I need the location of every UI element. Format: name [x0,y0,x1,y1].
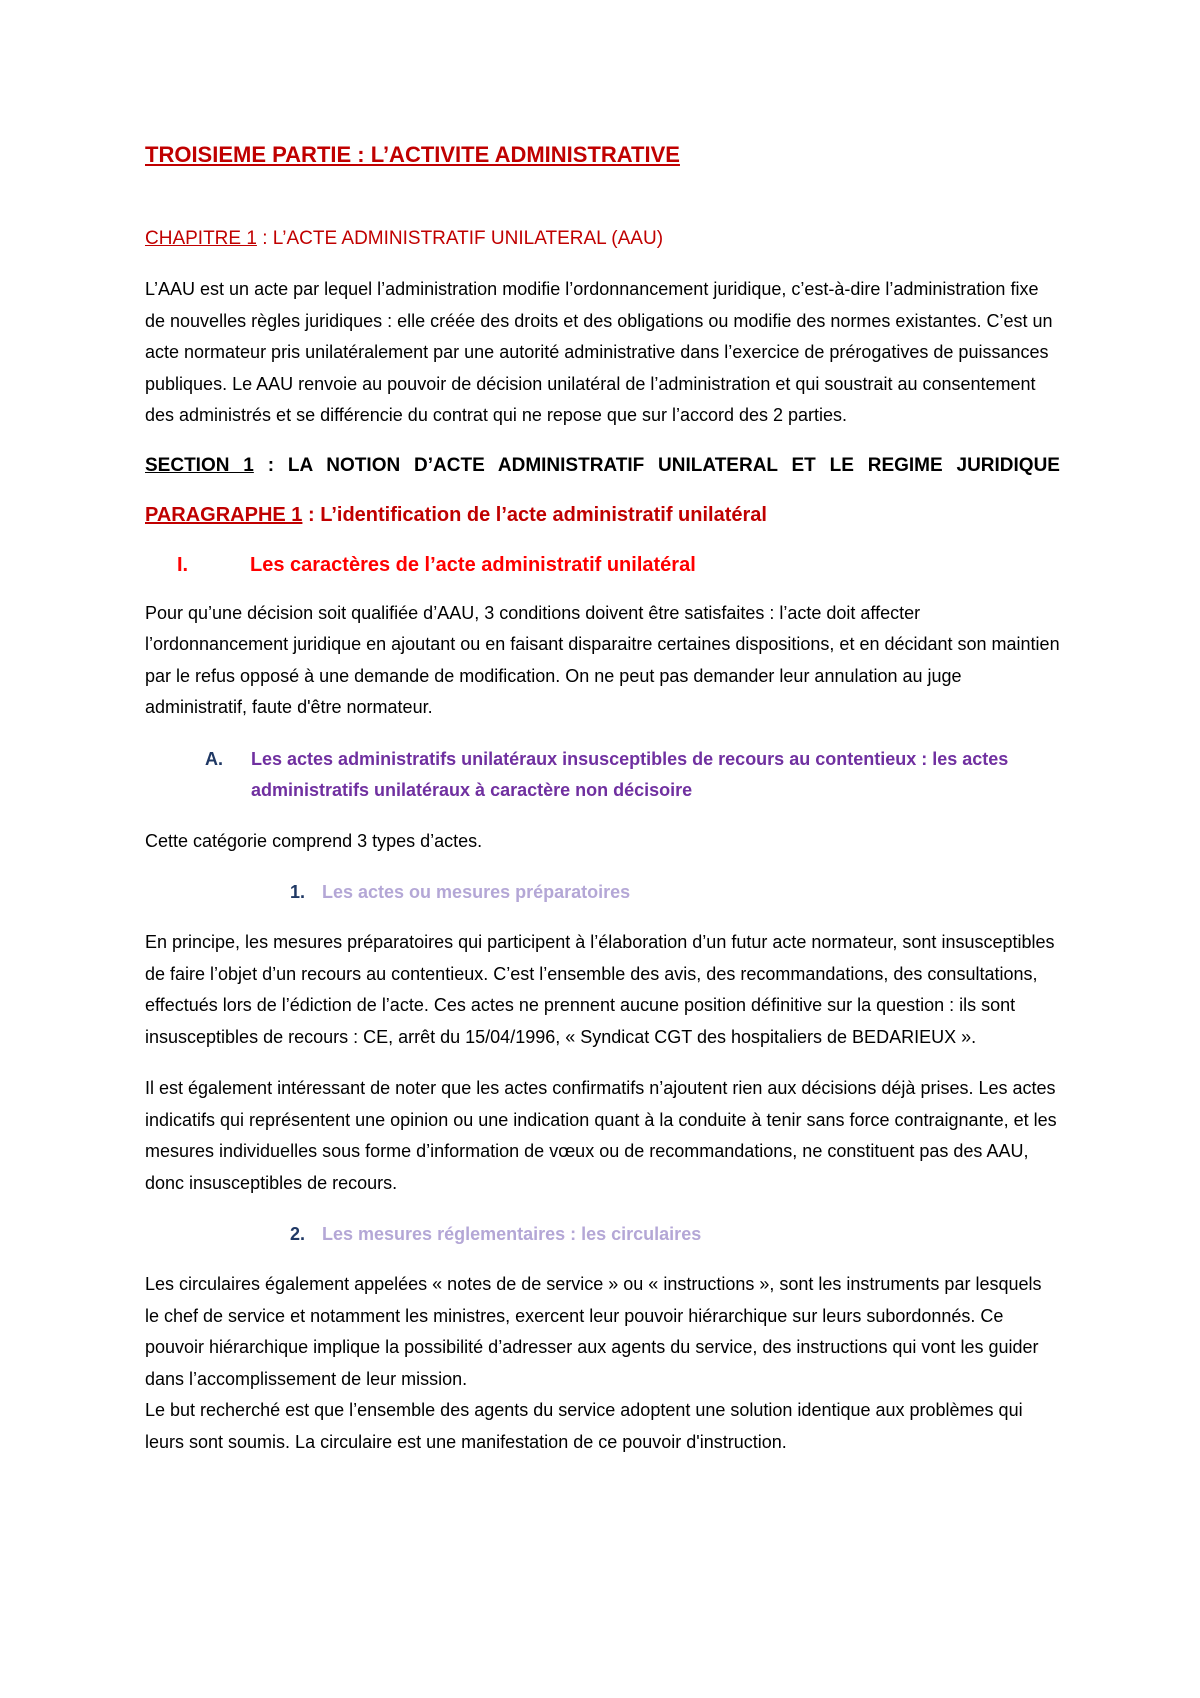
paragraphe-title: : L’identification de l’acte administratif unilatéral [302,503,767,526]
item-1-heading [145,877,1060,907]
section-label: SECTION 1 [145,454,254,476]
subsection-a-title: Les actes administratifs unilatéraux insusceptibles de recours au contentieux : les actes administratifs unilatéraux à caractère non décisoire [251,748,1009,800]
item-2-number: 2. [290,1224,306,1244]
paragraphe-label: PARAGRAPHE 1 [145,503,303,526]
item-1-title: Les actes ou mesures préparatoires [322,882,631,902]
part-title: TROISIEME PARTIE : L’ACTIVITE ADMINISTRATIVE [145,142,680,167]
preparatory-paragraph: En principe, les mesures préparatoires qui participent à l’élaboration d’un futur acte normateur, sont insusceptibles de faire l’objet d’un recours au contentieux. C’est l’ensemble des avis, des recommandations, des consultations, effectués lors de l’édiction de l’acte. Ces actes ne prennent aucune position définitive sur la question : ils sont insusceptibles de recours : CE, arrêt du 15/04/1996, « Syndicat CGT des hospitaliers de BEDARIEUX ». [145,932,1055,1047]
chapter-label: CHAPITRE 1 [145,228,257,249]
document-body [145,140,1060,1478]
item-2-heading [145,1219,1060,1249]
conditions-paragraph: Pour qu’une décision soit qualifiée d’AAU, 3 conditions doivent être satisfaites : l’acte doit affecter l’ordonnancement juridique en ajoutant ou en faisant disparaitre certaines dispositions, et en décidant son maintien par le refus opposé à une demande de modification. On ne peut pas demander leur annulation au juge administratif, faute d'être normateur. [145,602,1060,717]
item-1-number: 1. [290,882,306,902]
section-heading [145,452,1060,480]
subsection-a-heading [145,744,1060,806]
intro-paragraph: L’AAU est un acte par lequel l’administration modifie l’ordonnancement juridique, c’est-à-dire l’administration fixe de nouvelles règles juridiques : elle créée des droits et des obligations ou modifie des normes existantes. C’est un acte normateur pris unilatéralement par une autorité administrative dans l’exercice de prérogatives de puissances publiques. Le AAU renvoie au pouvoir de décision unilatéral de l’administration et qui soustrait au consentement des administrés et se différencie du contrat qui ne repose que sur l’accord des 2 parties. [145,279,1053,425]
item-2-title: Les mesures réglementaires : les circulaires [322,1224,702,1244]
chapter-heading [145,226,1060,252]
confirmative-paragraph: Il est également intéressant de noter que les actes confirmatifs n’ajoutent rien aux décisions déjà prises. Les actes indicatifs qui représentent une opinion ou une indication quant à la conduite à tenir sans force contraignante, et les mesures individuelles sous forme d’information de vœux ou de recommandations, ne constituent pas des AAU, donc insusceptibles de recours. [145,1078,1057,1193]
roman-title: Les caractères de l’acte administratif unilatéral [250,553,696,576]
roman-numeral: I. [177,553,189,576]
goal-paragraph: Le but recherché est que l’ensemble des agents du service adoptent une solution identique aux problèmes qui leurs sont soumis. La circulaire est une manifestation de ce pouvoir d'instruction. [145,1400,1023,1452]
paragraphe-heading [145,500,1060,530]
category-paragraph: Cette catégorie comprend 3 types d’actes. [145,830,483,851]
roman-heading [145,550,1060,580]
section-title: : LA NOTION D’ACTE ADMINISTRATIF UNILATERAL ET LE REGIME JURIDIQUE [253,454,1060,476]
chapter-title: : L’ACTE ADMINISTRATIF UNILATERAL (AAU) [256,228,664,249]
circulars-paragraph: Les circulaires également appelées « notes de de service » ou « instructions », sont les instruments par lesquels le chef de service et notamment les ministres, exercent leur pouvoir hiérarchique sur leurs subordonnés. Ce pouvoir hiérarchique implique la possibilité d’adresser aux agents du service, des instructions qui vont les guider dans l’accomplissement de leur mission. [145,1274,1042,1389]
subsection-a-letter: A. [205,748,223,769]
